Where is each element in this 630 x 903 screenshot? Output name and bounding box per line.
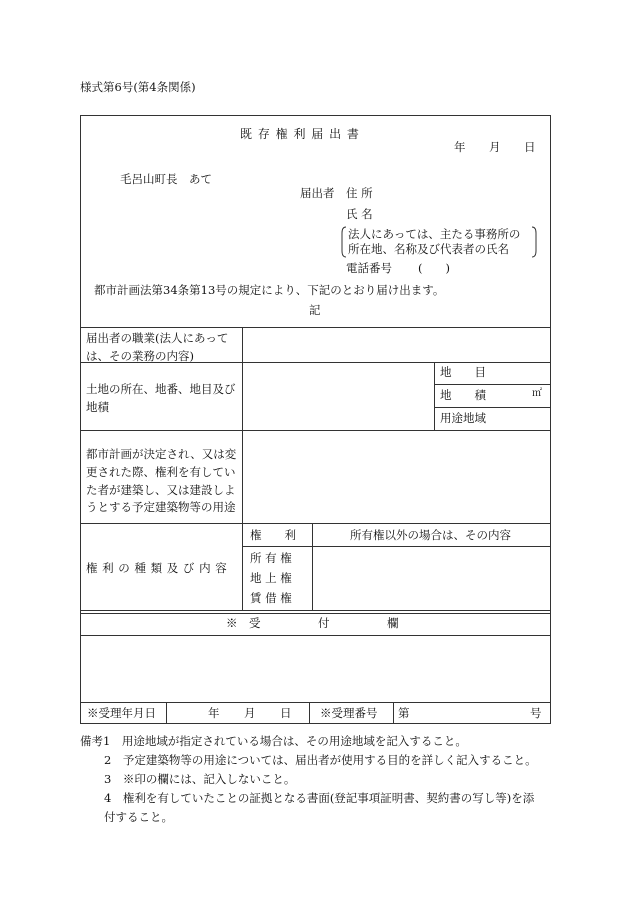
- note-4-cont: 付すること。: [104, 810, 173, 824]
- divider-land: [80, 430, 551, 431]
- col-divider-r1: [166, 702, 167, 724]
- chijoken-label: 地 上 権: [250, 571, 292, 585]
- received-no-label: ※受理番号: [320, 706, 378, 720]
- date-month: 月: [489, 140, 501, 154]
- address-label: 住 所: [346, 186, 373, 200]
- kenri-header: 権 利: [250, 528, 296, 542]
- divider-kenri: [242, 546, 551, 547]
- col-divider-r2: [309, 702, 310, 724]
- dai-label: 第: [398, 706, 410, 720]
- ki-label: 記: [309, 303, 321, 317]
- note-2: 2 予定建築物等の用途については、届出者が使用する目的を詳しく記入すること。: [104, 753, 537, 767]
- form-title: 既 存 権 利 届 出 書: [240, 127, 360, 141]
- sqm-unit: ㎡: [532, 388, 542, 399]
- divider-rights-double: [80, 613, 551, 614]
- received-date-label: ※受理年月日: [87, 706, 156, 720]
- statement: 都市計画法第34条第13号の規定により、下記のとおり届け出ます。: [94, 283, 445, 297]
- occupation-label: 届出者の職業(法人にあって は、その業務の内容): [86, 331, 229, 363]
- col-divider-main: [242, 327, 243, 610]
- chiseki-label: 地 積: [440, 388, 486, 402]
- divider-reception-area: [80, 702, 551, 703]
- date-year: 年: [454, 140, 466, 154]
- corp-note-line1: 法人にあっては、主たる事務所の: [348, 227, 521, 241]
- divider-rights: [80, 610, 551, 611]
- land-label: 土地の所在、地番、地目及び 地積: [86, 382, 236, 414]
- addressee: 毛呂山町長 あて: [120, 172, 212, 186]
- divider-reception-title: [80, 635, 551, 636]
- col-divider-r3: [393, 702, 394, 724]
- corp-note-line2: 所在地、名称及び代表者の氏名: [348, 242, 509, 256]
- name-label: 氏 名: [346, 207, 373, 221]
- planned-use-label: 都市計画が決定され、又は変 更された際、権利を有してい た者が建築し、又は建設しよ うとする予定建築物等の用途: [86, 447, 237, 515]
- phone-paren: ( ): [418, 261, 450, 275]
- received-year: 年: [208, 706, 220, 720]
- note-1: 備考1 用途地域が指定されている場合は、その用途地域を記入すること。: [80, 734, 467, 748]
- divider-plan: [80, 523, 551, 524]
- col-divider-rights: [312, 523, 313, 610]
- phone-label: 電話番号: [346, 261, 392, 275]
- shoyuken-label: 所 有 権: [250, 551, 292, 565]
- col-divider-land: [434, 362, 435, 430]
- divider-chiseki: [434, 407, 551, 408]
- rights-type-label: 権 利 の 種 類 及 び 内 容: [86, 561, 228, 575]
- divider-header: [80, 327, 551, 328]
- other-than-ownership-header: 所有権以外の場合は、その内容: [350, 528, 511, 542]
- received-day: 日: [280, 706, 292, 720]
- received-month: 月: [244, 706, 256, 720]
- go-label: 号: [530, 706, 542, 720]
- date-day: 日: [524, 140, 536, 154]
- youto-chiiki-label: 用途地域: [440, 411, 486, 425]
- applicant-label: 届出者: [300, 186, 335, 200]
- reception-title: ※ 受 付 欄: [226, 616, 399, 630]
- note-3: 3 ※印の欄には、記入しないこと。: [104, 772, 296, 786]
- divider-chimoku: [434, 384, 551, 385]
- form-label: 様式第6号(第4条関係): [80, 80, 196, 94]
- note-4: 4 権利を有していたことの証拠となる書面(登記事項証明書、契約書の写し等)を添: [104, 791, 535, 805]
- chimoku-label: 地 目: [440, 365, 486, 379]
- chinshakuken-label: 賃 借 権: [250, 591, 292, 605]
